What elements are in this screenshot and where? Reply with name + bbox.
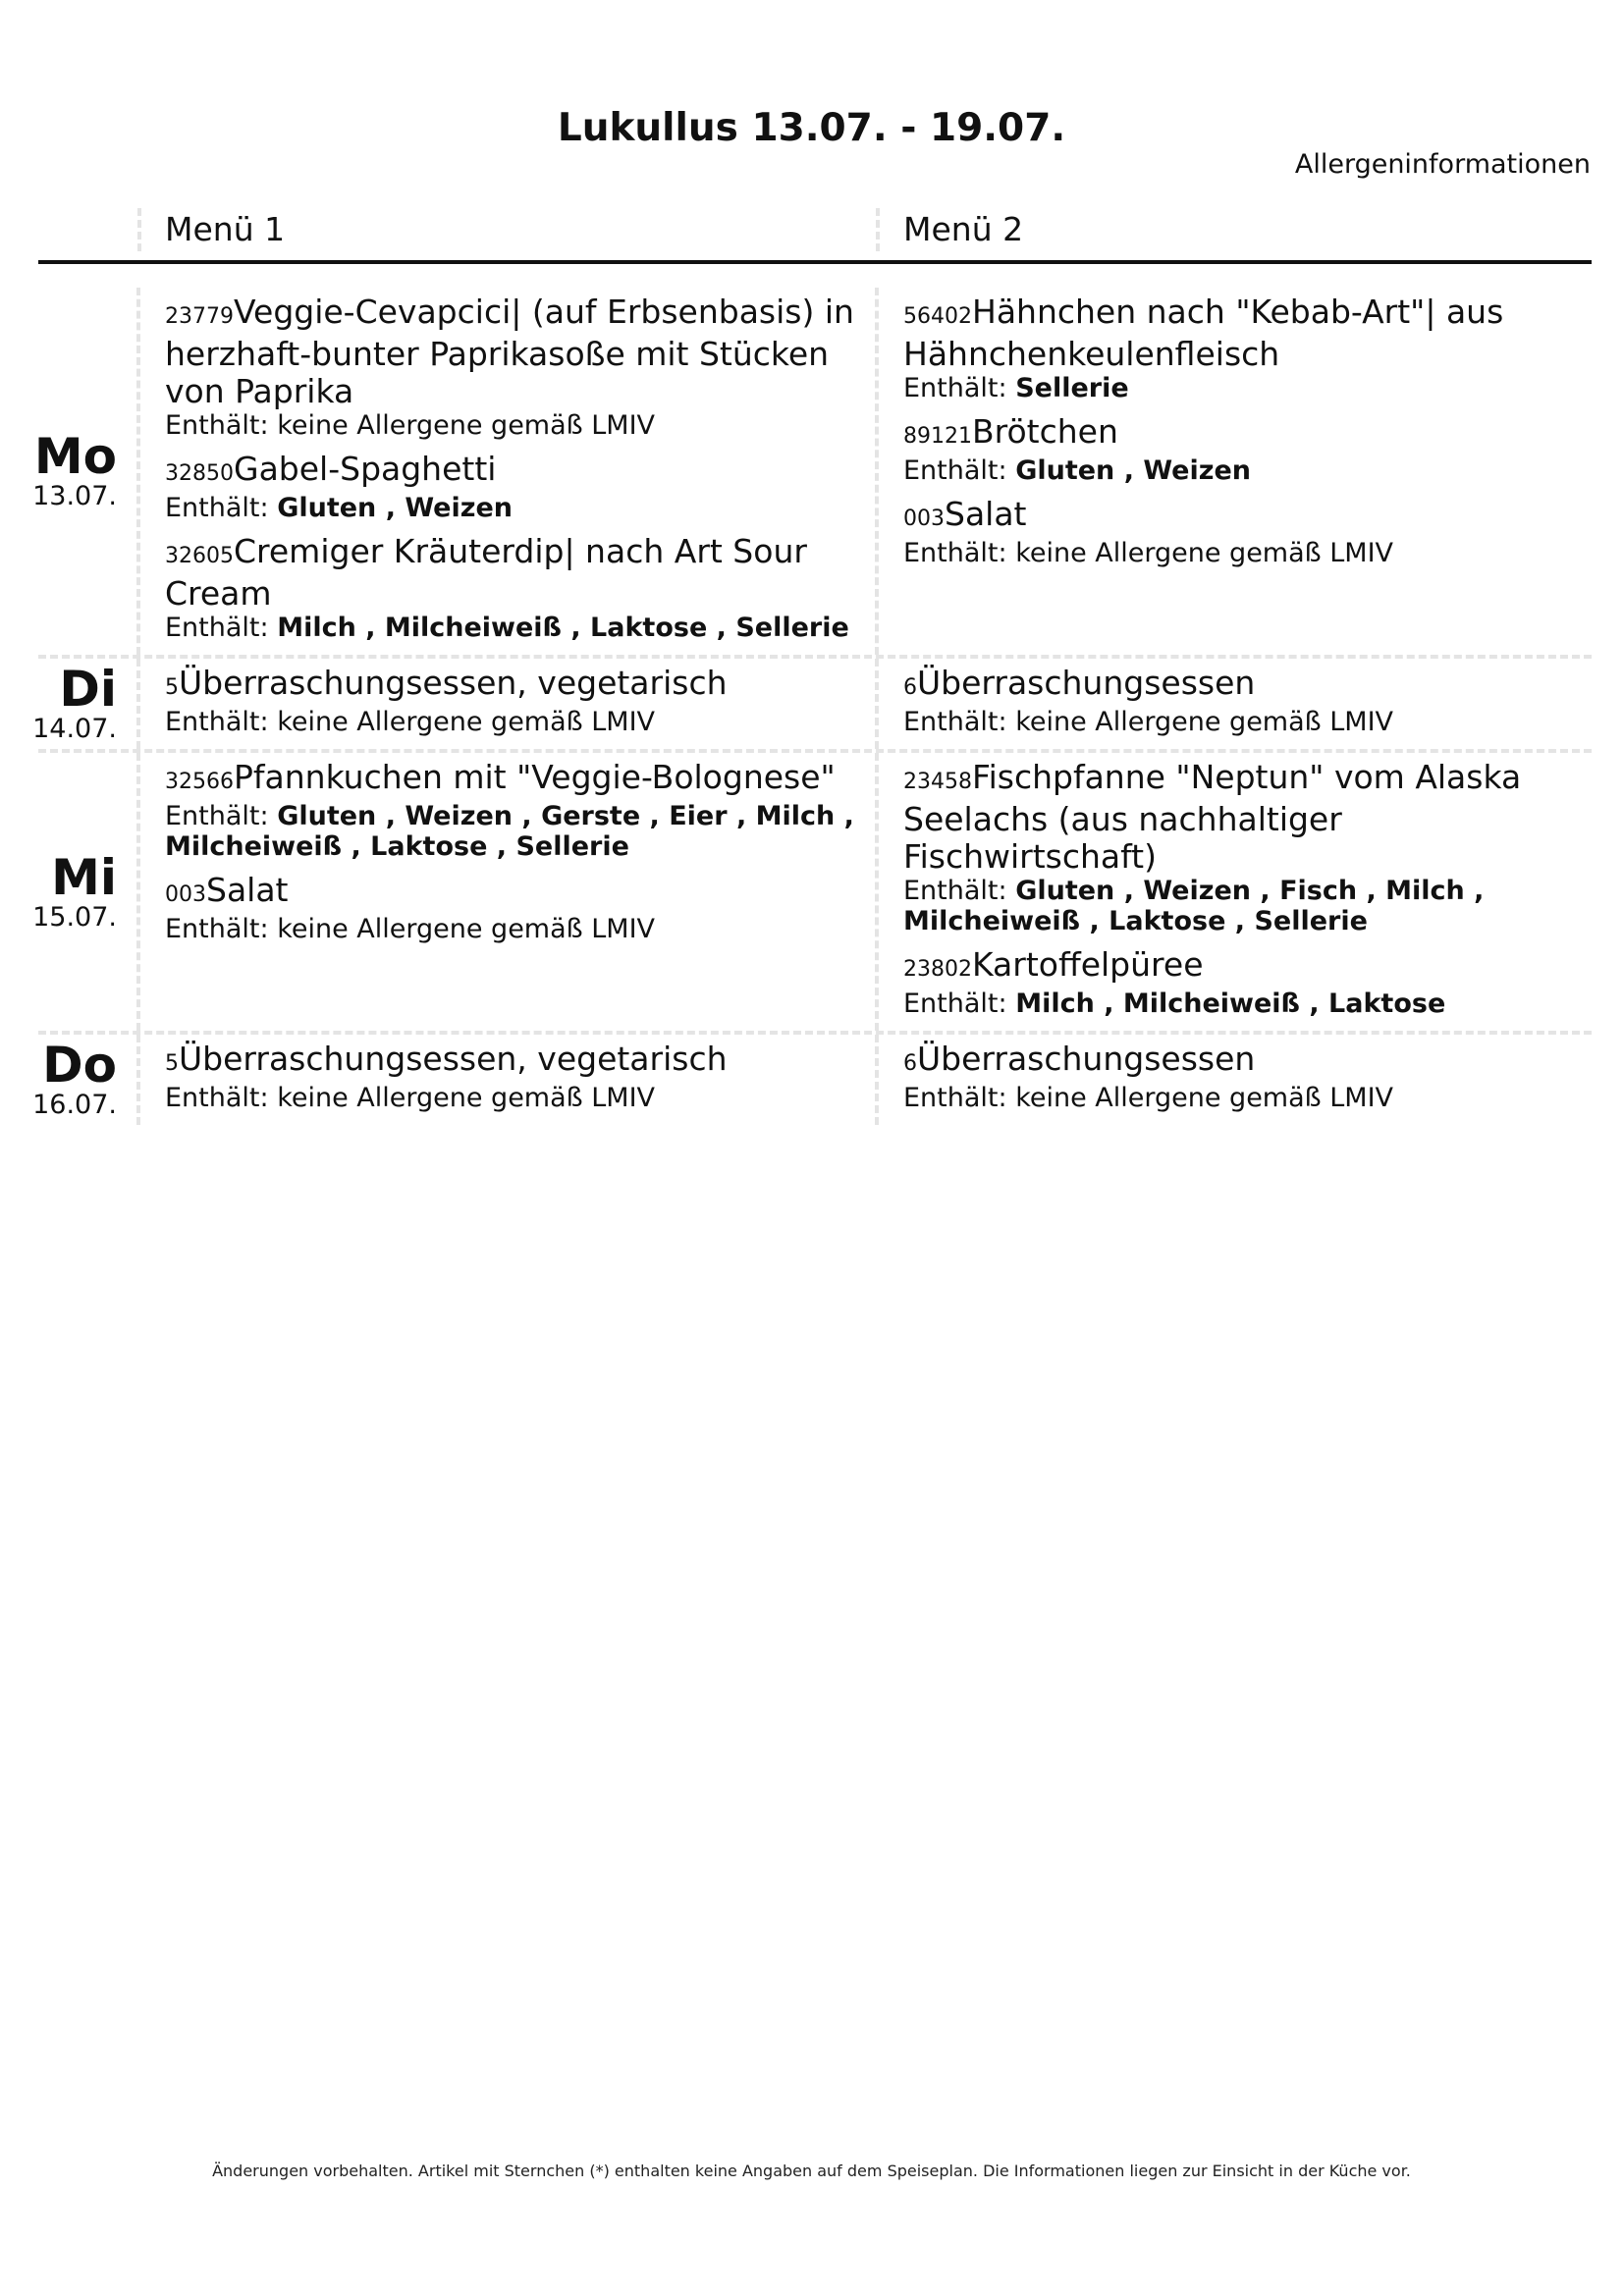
day-abbreviation: Mo	[33, 428, 117, 485]
no-allergens-text: keine Allergene gemäß LMIV	[1015, 538, 1394, 568]
allergen-tag: Gluten	[1015, 455, 1115, 486]
dish-name-line	[165, 872, 859, 914]
dish-name: Überraschungsessen, vegetarisch	[179, 664, 728, 702]
allergen-prefix: Enthält:	[903, 1083, 1007, 1113]
dish-item	[165, 533, 859, 643]
dish-name-line	[903, 294, 1576, 373]
dish-code: 32605	[165, 544, 234, 568]
dish-code: 5	[165, 675, 179, 700]
menu-1-cell	[136, 753, 875, 1031]
day-label	[32, 288, 117, 655]
day-label	[32, 659, 117, 749]
column-header-menu-1: Menü 1	[137, 208, 872, 251]
dish-name: Hähnchen nach "Kebab-Art"| aus Hähnchenkeulenfleisch	[903, 293, 1504, 373]
dish-name-line	[165, 1041, 859, 1083]
dish-name-line	[165, 451, 859, 493]
dish-name: Gabel-Spaghetti	[234, 450, 497, 488]
allergen-prefix: Enthält:	[903, 988, 1007, 1019]
dish-name: Brötchen	[972, 412, 1118, 451]
dish-item	[165, 872, 859, 944]
allergen-tag: Milch	[277, 613, 356, 643]
allergen-line	[903, 1083, 1576, 1113]
day-date: 13.07.	[32, 481, 117, 511]
day-abbreviation: Di	[59, 661, 117, 718]
dish-name: Fischpfanne "Neptun" vom Alaska Seelachs (aus nachhaltiger Fischwirtschaft)	[903, 758, 1522, 876]
dish-item	[165, 665, 859, 737]
allergen-info-label: Allergeninformationen	[1294, 149, 1591, 180]
dish-name-line	[903, 665, 1576, 707]
dish-item	[903, 294, 1576, 403]
allergen-line	[903, 538, 1576, 568]
dish-code: 003	[903, 507, 945, 531]
allergen-line	[165, 707, 859, 737]
allergen-tag: Weizen	[1143, 876, 1251, 906]
allergen-tag: Weizen	[1143, 455, 1251, 486]
allergen-tag: Gluten	[1015, 876, 1115, 906]
allergen-prefix: Enthält:	[165, 613, 269, 643]
allergen-line	[165, 1083, 859, 1113]
dish-item	[165, 294, 859, 441]
menu-2-cell	[875, 288, 1592, 655]
allergen-tag: Laktose	[370, 831, 488, 862]
dish-name: Kartoffelpüree	[972, 945, 1204, 984]
dish-name-line	[903, 413, 1576, 455]
allergen-tag: Fisch	[1279, 876, 1358, 906]
dish-code: 32566	[165, 770, 234, 794]
dish-name: Pfannkuchen mit "Veggie-Bolognese"	[234, 758, 836, 796]
dish-name: Salat	[945, 495, 1027, 533]
allergen-tag: Laktose	[590, 613, 708, 643]
allergen-tag: Milch	[1385, 876, 1465, 906]
allergen-line	[903, 373, 1576, 403]
allergen-prefix: Enthält:	[165, 1083, 269, 1113]
dish-code: 56402	[903, 304, 972, 329]
allergen-line: Enthält: Gluten , Weizen , Fisch , Milch , Milcheiweiß , Laktose , Sellerie	[903, 876, 1485, 936]
allergen-line	[165, 914, 859, 944]
dish-name-line	[903, 496, 1576, 538]
dish-code: 32850	[165, 461, 234, 486]
dish-name: Cremiger Kräuterdip| nach Art Sour Cream	[165, 532, 807, 613]
menu-1-cell	[136, 659, 875, 749]
allergen-prefix: Enthält:	[165, 410, 269, 441]
dish-code: 23779	[165, 304, 234, 329]
day-label	[32, 753, 117, 1031]
allergen-line: Enthält: Milch , Milcheiweiß , Laktose	[903, 988, 1446, 1019]
dish-code: 23802	[903, 957, 972, 982]
dish-item	[903, 665, 1576, 737]
menu-table	[32, 288, 1592, 1125]
dish-name-line	[903, 1041, 1576, 1083]
dish-name: Überraschungsessen	[917, 1040, 1256, 1078]
day-row	[32, 655, 1592, 749]
dish-code: 89121	[903, 424, 972, 449]
dish-name: Überraschungsessen	[917, 664, 1256, 702]
allergen-line: Enthält: Gluten , Weizen	[165, 493, 513, 523]
allergen-line: Enthält: Milch , Milcheiweiß , Laktose , Sellerie	[165, 613, 849, 643]
allergen-tag: Weizen	[405, 493, 513, 523]
dish-item	[903, 759, 1576, 936]
allergen-prefix: Enthält:	[903, 876, 1007, 906]
allergen-tag: Milcheiweiß	[165, 831, 343, 862]
allergen-line	[165, 410, 859, 441]
day-row	[32, 288, 1592, 655]
allergen-tag: Laktose	[1109, 906, 1226, 936]
no-allergens-text: keine Allergene gemäß LMIV	[277, 707, 656, 737]
allergen-prefix: Enthält:	[903, 373, 1007, 403]
allergen-tag: Sellerie	[515, 831, 629, 862]
dish-name-line	[165, 533, 859, 613]
dish-name-line	[165, 759, 859, 801]
dish-name: Salat	[206, 871, 289, 909]
no-allergens-text: keine Allergene gemäß LMIV	[1015, 707, 1394, 737]
menu-2-cell	[875, 659, 1592, 749]
dish-item	[165, 451, 859, 523]
no-allergens-text: keine Allergene gemäß LMIV	[277, 1083, 656, 1113]
allergen-tag: Milcheiweiß	[384, 613, 562, 643]
allergen-tag: Laktose	[1328, 988, 1446, 1019]
allergen-prefix: Enthält:	[165, 801, 269, 831]
dish-name-line	[165, 665, 859, 707]
allergen-prefix: Enthält:	[165, 914, 269, 944]
dish-code: 003	[165, 882, 206, 907]
allergen-tag: Milcheiweiß	[1122, 988, 1300, 1019]
day-date: 15.07.	[32, 901, 117, 933]
dish-name-line	[903, 946, 1576, 988]
dish-code: 6	[903, 1051, 917, 1076]
no-allergens-text: keine Allergene gemäß LMIV	[277, 914, 656, 944]
dish-item	[903, 946, 1576, 1019]
allergen-tag: Gluten	[277, 801, 377, 831]
day-label	[32, 1035, 117, 1125]
dish-code: 5	[165, 1051, 179, 1076]
dish-name: Veggie-Cevapcici| (auf Erbsenbasis) in herzhaft-bunter Paprikasoße mit Stücken von Paprika	[165, 293, 854, 410]
allergen-prefix: Enthält:	[903, 455, 1007, 486]
dish-item	[165, 1041, 859, 1113]
allergen-tag: Sellerie	[1254, 906, 1368, 936]
allergen-tag: Milcheiweiß	[903, 906, 1081, 936]
dish-name: Überraschungsessen, vegetarisch	[179, 1040, 728, 1078]
allergen-tag: Sellerie	[1015, 373, 1129, 403]
allergen-prefix: Enthält:	[903, 538, 1007, 568]
allergen-tag: Eier	[669, 801, 728, 831]
menu-1-cell	[136, 1035, 875, 1125]
menu-1-cell	[136, 288, 875, 655]
menu-2-cell	[875, 1035, 1592, 1125]
no-allergens-text: keine Allergene gemäß LMIV	[1015, 1083, 1394, 1113]
allergen-line	[903, 707, 1576, 737]
allergen-line: Enthält: Gluten , Weizen , Gerste , Eier , Milch , Milcheiweiß , Laktose , Sellerie	[165, 801, 854, 862]
allergen-prefix: Enthält:	[165, 493, 269, 523]
dish-name-line	[903, 759, 1576, 876]
dish-code: 6	[903, 675, 917, 700]
day-date: 16.07.	[32, 1090, 117, 1120]
footer-note: Änderungen vorbehalten. Artikel mit Sternchen (*) enthalten keine Angaben auf dem Speiseplan. Die Informationen liegen zur Einsicht in der Küche vor.	[212, 2162, 1411, 2180]
dish-item	[903, 1041, 1576, 1113]
day-row	[32, 1031, 1592, 1125]
dish-name-line	[165, 294, 859, 410]
dish-code: 23458	[903, 770, 972, 794]
allergen-line: Enthält: Gluten , Weizen	[903, 455, 1251, 486]
page-title: Lukullus 13.07. - 19.07.	[557, 106, 1066, 150]
header-divider	[38, 260, 1592, 264]
allergen-tag: Milch	[1015, 988, 1095, 1019]
allergen-tag: Gluten	[277, 493, 377, 523]
allergen-prefix: Enthält:	[165, 707, 269, 737]
day-abbreviation: Do	[42, 1037, 117, 1094]
day-abbreviation: Mi	[51, 848, 117, 906]
allergen-tag: Sellerie	[735, 613, 849, 643]
allergen-tag: Weizen	[405, 801, 513, 831]
dish-item	[903, 413, 1576, 486]
day-date: 14.07.	[32, 714, 117, 744]
dish-item	[903, 496, 1576, 568]
allergen-tag: Gerste	[541, 801, 641, 831]
dish-item	[165, 759, 859, 862]
column-header-menu-2: Menü 2	[876, 208, 1610, 251]
menu-2-cell	[875, 753, 1592, 1031]
day-row	[32, 749, 1592, 1031]
allergen-prefix: Enthält:	[903, 707, 1007, 737]
allergen-tag: Milch	[755, 801, 836, 831]
no-allergens-text: keine Allergene gemäß LMIV	[277, 410, 656, 441]
